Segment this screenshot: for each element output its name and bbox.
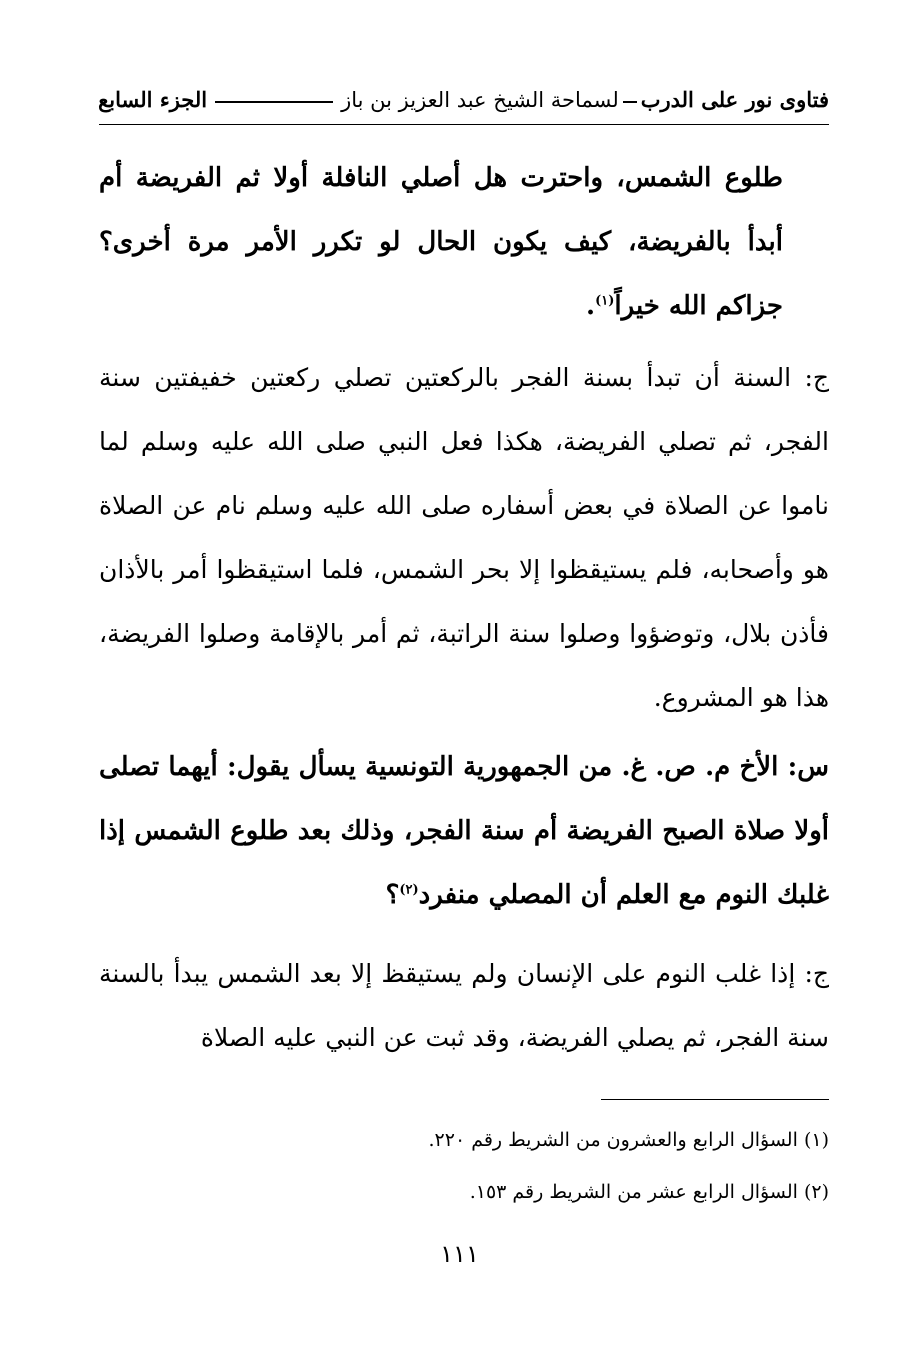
header-rule <box>99 124 829 125</box>
footnote <box>99 1178 829 1206</box>
question-continuation <box>99 146 829 338</box>
answer-text: إذا غلب النوم على الإنسان ولم يستيقظ إلا بعد الشمس يبدأ بالسنة سنة الفجر، ثم يصلي الفريضة، وقد ثبت عن النبي عليه الصلاة <box>99 959 829 1052</box>
footnote-text: السؤال الرابع والعشرون من الشريط رقم ٢٢٠. <box>428 1129 798 1151</box>
running-header <box>99 86 829 120</box>
page-number: ١١١ <box>440 1240 479 1268</box>
header-separator-short <box>623 101 637 103</box>
footnote-ref: (٢) <box>399 882 419 898</box>
footnote-text: السؤال الرابع عشر من الشريط رقم ١٥٣. <box>469 1181 798 1203</box>
footnote-mark: (١) <box>803 1129 829 1151</box>
footnote-mark: (٢) <box>803 1181 829 1203</box>
sentence-end: ؟ <box>385 880 400 910</box>
header-separator-long <box>215 101 333 103</box>
footnote <box>99 1126 829 1154</box>
footnote-rule <box>601 1099 829 1100</box>
question-text: الأخ م. ص. غ. من الجمهورية التونسية يسأل يقول: أيهما تصلى أولا صلاة الصبح الفريضة أم سنة الفجر، وذلك بعد طلوع الشمس إذا غلبك النوم مع العلم أن المصلي منفرد <box>99 752 829 910</box>
footnote-ref: (١) <box>595 293 615 309</box>
answer-block <box>99 942 829 1070</box>
answer-text: السنة أن تبدأ بسنة الفجر بالركعتين تصلي ركعتين خفيفتين سنة الفجر، ثم تصلي الفريضة، هكذا فعل النبي صلى الله عليه وسلم لما ناموا عن الصلاة في بعض أسفاره صلى الله عليه وسلم نام عن الصلاة هو وأصحابه، فلم يستيقظوا إلا بحر الشمس، فلما استيقظوا أمر بالأذان فأذن بلال، وتوضؤوا وصلوا سنة الراتبة، ثم أمر بالإقامة وصلوا الفريضة، هذا هو المشروع. <box>99 363 829 712</box>
question-text: طلوع الشمس، واحترت هل أصلي النافلة أولا ثم الفريضة أم أبدأ بالفريضة، كيف يكون الحال لو تكرر الأمر مرة أخرى؟ جزاكم الله خيراً <box>99 163 783 321</box>
question-prefix: س: <box>787 752 829 782</box>
author-name: لسماحة الشيخ عبد العزيز بن باز <box>341 88 619 112</box>
sentence-end: . <box>586 291 596 321</box>
question-block <box>99 735 829 927</box>
answer-prefix: ج: <box>804 959 829 988</box>
answer-block <box>99 346 829 730</box>
book-title: فتاوى نور على الدرب <box>640 87 829 112</box>
answer-prefix: ج: <box>804 363 829 392</box>
volume-label: الجزء السابع <box>98 87 208 112</box>
